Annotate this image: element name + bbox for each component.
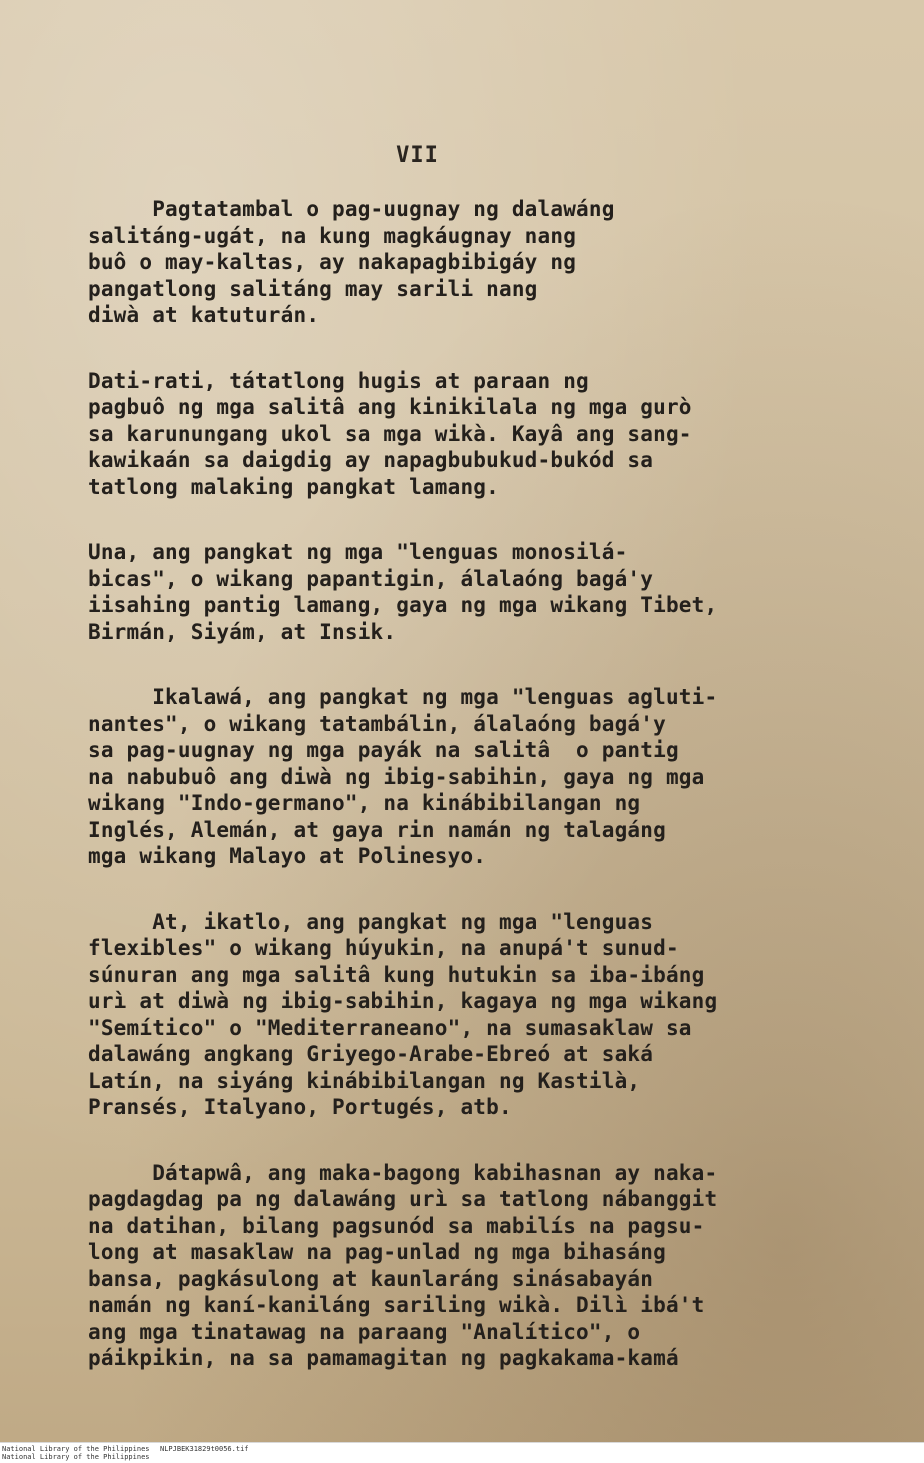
body-text: [88, 196, 878, 1411]
paragraph-1: [88, 196, 878, 329]
text-line: na nabubuô ang diwà ng ibig-sabihin, gaya ng mga: [88, 764, 705, 789]
page-number: VII: [396, 143, 439, 168]
text-line: wikang "Indo-germano", na kinábibilangan ng: [88, 791, 641, 815]
paragraph-2: [88, 368, 878, 501]
text-line: páikpikin, na sa pamamagitan ng pagkakama-kamá: [88, 1346, 679, 1370]
text-line: Una, ang pangkat ng mga "lenguas monosilá-: [88, 540, 628, 564]
text-line: salitáng-ugát, na kung magkáugnay nang: [88, 223, 577, 248]
paragraph-3: [88, 539, 878, 645]
text-line: kawikaán sa daigdig ay napagbubukud-bukód sa: [88, 448, 654, 472]
paragraph-6: [88, 1160, 878, 1372]
text-line: iisahing pantig lamang, gaya ng mga wikang Tibet,: [88, 593, 718, 617]
text-line: na datihan, bilang pagsunód sa mabilís na pagsu-: [88, 1213, 705, 1238]
text-line: Dati-rati, tátatlong hugis at paraan ng: [88, 368, 589, 393]
text-line: namán ng kaní-kaniláng sariling wikà. Dilì ibá't: [88, 1293, 705, 1317]
text-line: pangatlong salitáng may sarili nang: [88, 276, 538, 301]
text-line: Latín, na siyáng kinábibilangan ng Kastilà,: [88, 1068, 641, 1093]
text-line: mga wikang Malayo at Polinesyo.: [88, 844, 487, 868]
scan-footer: [0, 1442, 924, 1463]
institution-label: [2, 1445, 150, 1461]
text-line: pagdagdag pa ng dalawáng urì sa tatlong nábanggit: [88, 1187, 718, 1211]
paragraph-4: [88, 684, 878, 870]
file-name-label: NLPJBEK31829t0056.tif: [160, 1445, 249, 1453]
text-line: At, ikatlo, ang pangkat ng mga "lenguas: [88, 909, 654, 934]
text-line: long at masaklaw na pag-unlad ng mga bihasáng: [88, 1240, 666, 1264]
text-line: sa pag-uugnay ng mga payák na salitâ o pantig: [88, 738, 679, 762]
institution-line: National Library of the Philippines: [2, 1445, 150, 1453]
text-line: nantes", o wikang tatambálin, álalaóng bagá'y: [88, 711, 666, 736]
text-line: bansa, pagkásulong at kaunlaráng sinásabayán: [88, 1266, 654, 1291]
text-line: súnuran ang mga salitâ kung hutukin sa iba-ibáng: [88, 962, 705, 987]
text-line: dalawáng angkang Griyego-Arabe-Ebreó at saká: [88, 1042, 654, 1066]
text-line: pagbuô ng mga salitâ ang kinikilala ng mga gurò: [88, 395, 692, 419]
paragraph-5: [88, 909, 878, 1121]
institution-line: National Library of the Philippines: [2, 1453, 150, 1461]
text-line: diwà at katuturán.: [88, 303, 320, 327]
text-line: "Semítico" o "Mediterraneano", na sumasaklaw sa: [88, 1015, 692, 1040]
text-line: ang mga tinatawag na paraang "Analítico", o: [88, 1319, 641, 1344]
text-line: bicas", o wikang papantigin, álalaóng bagá'y: [88, 566, 654, 591]
text-line: Pagtatambal o pag-uugnay ng dalawáng: [88, 197, 615, 221]
text-line: urì at diwà ng ibig-sabihin, kagaya ng mga wikang: [88, 989, 718, 1013]
text-line: tatlong malaking pangkat lamang.: [88, 474, 499, 499]
text-line: sa karunungang ukol sa mga wikà. Kayâ ang sang-: [88, 421, 692, 446]
text-line: flexibles" o wikang húyukin, na anupá't sunud-: [88, 936, 679, 960]
text-line: Ikalawá, ang pangkat ng mga "lenguas agluti-: [88, 685, 718, 709]
text-line: Birmán, Siyám, at Insik.: [88, 619, 397, 644]
text-line: Inglés, Alemán, at gaya rin namán ng talagáng: [88, 817, 666, 842]
text-line: Pransés, Italyano, Portugés, atb.: [88, 1095, 512, 1119]
text-line: buô o may-kaltas, ay nakapagbibigáy ng: [88, 250, 577, 274]
text-line: Dátapwâ, ang maka-bagong kabihasnan ay naka-: [88, 1160, 718, 1185]
